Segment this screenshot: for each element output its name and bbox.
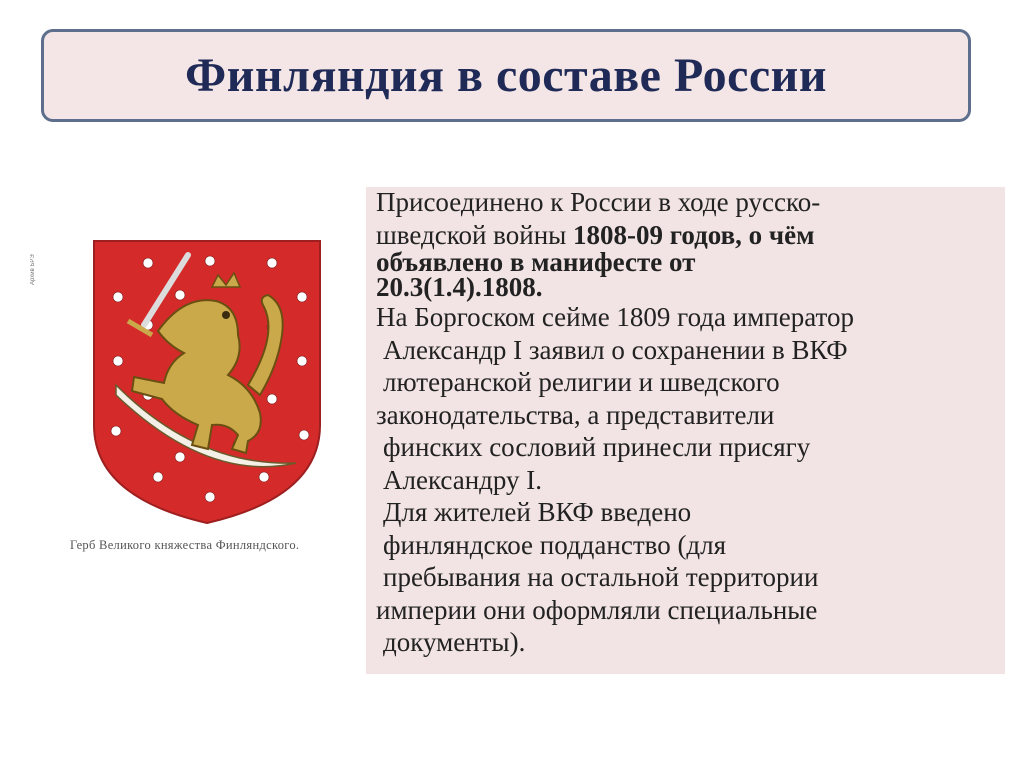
coat-of-arms-icon: [88, 235, 328, 525]
text-line: законодательства, а представители: [376, 399, 775, 430]
archive-note: Архив БРЭ: [30, 254, 36, 285]
text-line: Александру I.: [383, 464, 543, 495]
text-line: лютеранской религии и шведского: [383, 367, 780, 397]
text-line: финляндское подданство (для: [383, 529, 727, 560]
emblem-caption: Герб Великого княжества Финляндского.: [70, 538, 300, 552]
text-line: объявлено в манифесте от: [376, 247, 696, 277]
page-title: Финляндия в составе России: [185, 49, 827, 102]
text-line: документы).: [383, 627, 526, 657]
text-line: Александр I заявил о сохранении в ВКФ: [383, 334, 848, 365]
text-line: пребывания на остальной территории: [383, 562, 819, 592]
text-fragment: шведской войны: [376, 219, 574, 250]
text-line: Для жителей ВКФ введено: [383, 497, 692, 527]
text-body: [376, 186, 996, 659]
emblem-svg: [88, 235, 328, 525]
title-box: [41, 29, 971, 122]
text-line: 20.3(1.4).1808.: [376, 272, 543, 302]
text-line: На Боргоском сейме 1809 года император: [376, 302, 854, 332]
text-line: Присоединено к России в ходе русско-: [376, 187, 821, 217]
text-line: империи они оформляли специальные: [376, 594, 818, 625]
bold-date: 1808-09 годов, о чём: [573, 219, 815, 250]
text-line: финских сословий принесли присягу: [383, 432, 811, 462]
